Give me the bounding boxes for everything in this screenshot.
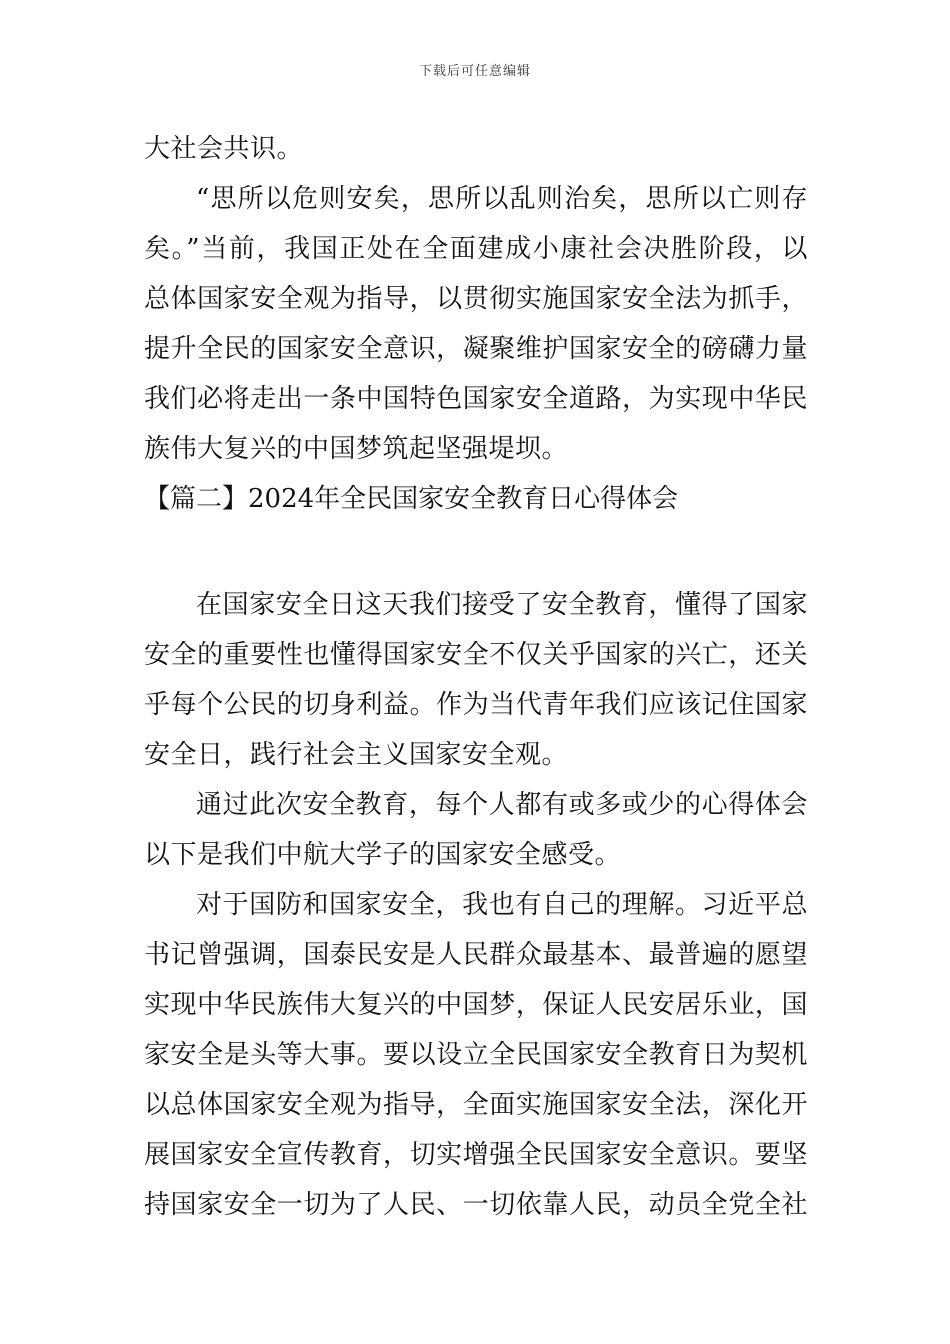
page-header: 下载后可任意编辑 — [418, 64, 531, 79]
paragraph-line: 家安全是头等大事。要以设立全民国家安全教育日为契机 — [144, 1040, 808, 1070]
blank-spacer — [144, 524, 808, 580]
paragraph-line: 大社会共识。 — [144, 134, 304, 164]
paragraph-line: 以下是我们中航大学子的国家安全感受。 — [144, 840, 622, 870]
paragraph-line: 对于国防和国家安全，我也有自己的理解。习近平总 — [196, 890, 808, 920]
paragraph-line: 矣。”当前，我国正处在全面建成小康社会决胜阶段，以 — [144, 234, 808, 264]
paragraph-line: 展国家安全宣传教育，切实增强全民国家安全意识。要坚 — [144, 1140, 808, 1170]
paragraph-line: 在国家安全日这天我们接受了安全教育，懂得了国家 — [196, 590, 808, 620]
paragraph-line: 提升全民的国家安全意识，凝聚维护国家安全的磅礴力量 — [144, 334, 808, 364]
paragraph-line: 族伟大复兴的中国梦筑起坚强堤坝。 — [144, 434, 569, 464]
paragraph-line: 总体国家安全观为指导，以贯彻实施国家安全法为抓手， — [144, 284, 808, 314]
paragraph-line: 以总体国家安全观为指导，全面实施国家安全法，深化开 — [144, 1090, 808, 1120]
paragraph-line: 实现中华民族伟大复兴的中国梦，保证人民安居乐业，国 — [144, 990, 808, 1020]
paragraph-line: 乎每个公民的切身利益。作为当代青年我们应该记住国家 — [144, 690, 808, 720]
paragraph-line: “思所以危则安矣，思所以乱则治矣，思所以亡则存 — [196, 184, 808, 214]
section-heading: 【篇二】2024年全民国家安全教育日心得体会 — [144, 484, 679, 514]
paragraph-line: 书记曾强调，国泰民安是人民群众最基本、最普遍的愿望 — [144, 940, 808, 970]
paragraph-line: 安全日，践行社会主义国家安全观。 — [144, 740, 569, 770]
paragraph-line: 持国家安全一切为了人民、一切依靠人民，动员全党全社 — [144, 1190, 808, 1220]
paragraph-line: 通过此次安全教育，每个人都有或多或少的心得体会 — [196, 790, 808, 820]
paragraph-line: 安全的重要性也懂得国家安全不仅关乎国家的兴亡，还关 — [144, 640, 808, 670]
document-body — [144, 124, 808, 1230]
paragraph-line: 我们必将走出一条中国特色国家安全道路，为实现中华民 — [144, 384, 808, 414]
